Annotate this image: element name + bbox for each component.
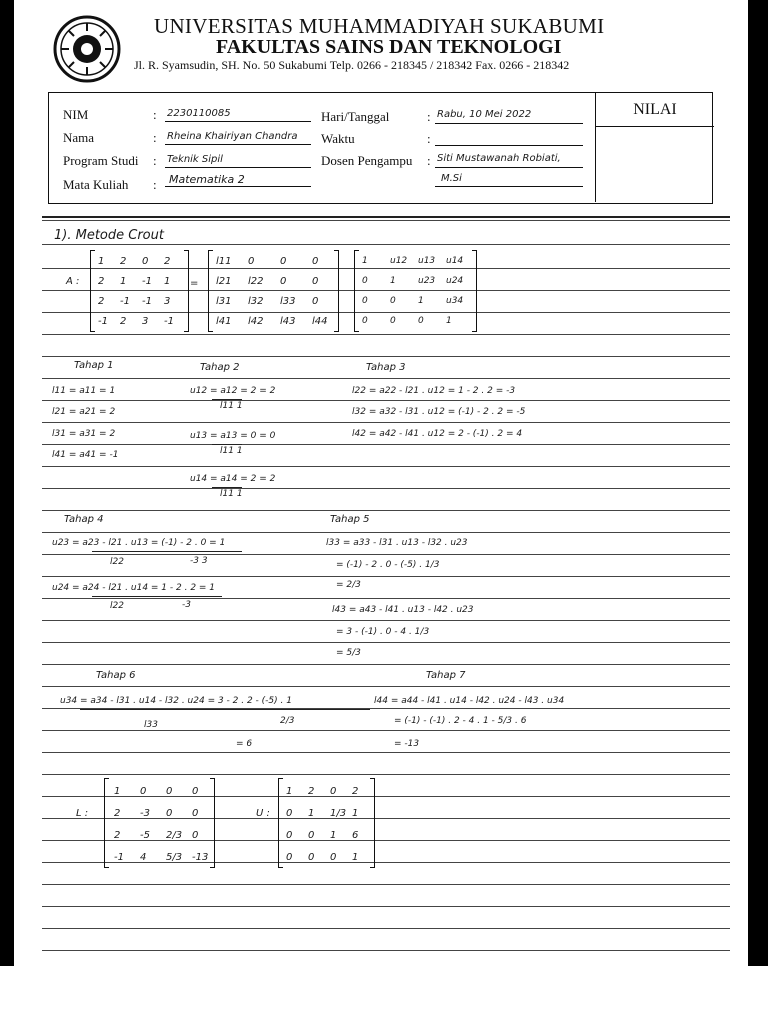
- tahap7-l44-result: = -13: [394, 739, 420, 749]
- tahap2-u12: u12 = a12 = 2 = 2: [190, 386, 276, 396]
- matrix-cell: 1: [286, 786, 293, 797]
- result-u-right-bracket: [370, 778, 375, 868]
- matrix-cell: 1: [98, 256, 105, 267]
- matkul-value: Matematika 2: [169, 173, 245, 186]
- dosen-underline-2: [435, 186, 583, 187]
- matrix-cell: 1: [446, 316, 452, 326]
- matrix-u-right-bracket: [472, 250, 477, 332]
- dosen-value: Siti Mustawanah Robiati,: [437, 153, 561, 164]
- tahap4-u24-den: l22: [110, 601, 124, 611]
- tahap7-l44: l44 = a44 - l41 . u14 - l42 . u24 - l43 . u34: [374, 696, 565, 706]
- matrix-cell: 3: [142, 316, 149, 327]
- tahap6-u34: u34 = a34 - l31 . u14 - l32 . u24 = 3 - 2 . 2 - (-5) . 1: [60, 696, 292, 706]
- nim-underline: [165, 121, 311, 122]
- matrix-cell: 0: [192, 786, 199, 797]
- address: Jl. R. Syamsudin, SH. No. 50 Sukabumi Telp. 0266 - 218345 / 218342 Fax. 0266 - 218342: [134, 58, 570, 72]
- fraction-bar: [92, 596, 222, 597]
- matrix-cell: -1: [120, 296, 130, 307]
- result-l-label: L :: [76, 808, 89, 819]
- matrix-cell: 1: [114, 786, 121, 797]
- fraction-bar: [212, 399, 242, 400]
- matrix-cell: 1: [120, 276, 127, 287]
- matrix-cell: 0: [312, 296, 319, 307]
- tahap5-l43-result: = 5/3: [336, 648, 361, 658]
- matrix-cell: 0: [312, 256, 319, 267]
- tahap1-line-2: l21 = a21 = 2: [52, 407, 116, 417]
- scan-bottom-margin: [0, 966, 768, 1024]
- matrix-cell: 1: [362, 256, 368, 266]
- matrix-cell: 0: [280, 276, 287, 287]
- hari-label: Hari/Tanggal: [321, 109, 390, 124]
- matrix-cell: 0: [308, 830, 315, 841]
- matrix-cell: l32: [248, 296, 264, 307]
- matrix-cell: -1: [114, 852, 124, 863]
- matrix-cell: 2: [114, 808, 121, 819]
- matrix-cell: 0: [330, 786, 337, 797]
- tahap3-line-1: l22 = a22 - l21 . u12 = 1 - 2 . 2 = -3: [352, 386, 516, 396]
- nama-underline: [165, 144, 311, 145]
- matrix-cell: 0: [286, 852, 293, 863]
- tahap4-u23-den: l22: [110, 557, 124, 567]
- result-u-label: U :: [256, 808, 270, 819]
- tahap6-u34-result: = 6: [236, 739, 253, 749]
- tahap1-line-4: l41 = a41 = -1: [52, 450, 119, 460]
- fraction-bar: [212, 444, 242, 445]
- matrix-cell: -3: [140, 808, 150, 819]
- matrix-cell: -13: [192, 852, 209, 863]
- fraction-bar: [92, 551, 242, 552]
- matrix-cell: 4: [140, 852, 147, 863]
- tahap4-u23: u23 = a23 - l21 . u13 = (-1) - 2 . 0 = 1: [52, 538, 226, 548]
- matrix-cell: 2: [98, 296, 105, 307]
- matrix-cell: 0: [312, 276, 319, 287]
- matrix-cell: -1: [164, 316, 174, 327]
- tahap2-u13: u13 = a13 = 0 = 0: [190, 431, 276, 441]
- matrix-cell: 1/3: [330, 808, 347, 819]
- nim-value: 2230110085: [167, 108, 231, 119]
- prodi-label: Program Studi: [63, 153, 139, 168]
- matrix-cell: 0: [142, 256, 149, 267]
- matrix-cell: 3: [164, 296, 171, 307]
- matrix-cell: 2: [352, 786, 359, 797]
- tahap4-u24: u24 = a24 - l21 . u14 = 1 - 2 . 2 = 1: [52, 583, 216, 593]
- matrix-cell: 2/3: [166, 830, 183, 841]
- matrix-cell: -1: [98, 316, 108, 327]
- matrix-cell: 0: [418, 316, 424, 326]
- matrix-cell: -1: [142, 296, 152, 307]
- problem-title: 1). Metode Crout: [54, 228, 164, 243]
- nilai-divider: [596, 126, 714, 127]
- matrix-cell: 1: [330, 830, 337, 841]
- nim-label: NIM: [63, 107, 89, 122]
- matrix-cell: 0: [140, 786, 147, 797]
- tahap5-l33-result: = 2/3: [336, 580, 361, 590]
- tahap5-title: Tahap 5: [330, 514, 370, 525]
- matrix-cell: 6: [352, 830, 359, 841]
- colon: :: [427, 153, 431, 168]
- nilai-label: NILAI: [633, 101, 677, 118]
- tahap2-u14: u14 = a14 = 2 = 2: [190, 474, 276, 484]
- matrix-cell: 0: [390, 316, 396, 326]
- matrix-cell: 0: [286, 830, 293, 841]
- matrix-cell: 0: [166, 786, 173, 797]
- tahap6-u34-den: l33: [144, 720, 158, 730]
- matrix-cell: -1: [142, 276, 152, 287]
- nilai-box: [595, 92, 714, 202]
- dosen-value-2: M.Si: [441, 173, 462, 184]
- matrix-cell: 0: [362, 296, 368, 306]
- matrix-cell: 1: [352, 808, 359, 819]
- matrix-cell: 0: [362, 316, 368, 326]
- colon: :: [153, 177, 157, 192]
- matrix-cell: u13: [418, 256, 436, 266]
- fraction-bar: [80, 709, 370, 710]
- dosen-label: Dosen Pengampu: [321, 153, 413, 168]
- colon: :: [153, 130, 157, 145]
- tahap2-u12-den: l11 1: [220, 401, 243, 411]
- matrix-cell: l43: [280, 316, 296, 327]
- matrix-cell: 0: [166, 808, 173, 819]
- colon: :: [427, 109, 431, 124]
- tahap7-l44-step: = (-1) - (-1) . 2 - 4 . 1 - 5/3 . 6: [394, 716, 527, 726]
- matrix-cell: 5/3: [166, 852, 183, 863]
- matrix-l-left-bracket: [208, 250, 213, 332]
- tahap6-title: Tahap 6: [96, 670, 136, 681]
- result-l-right-bracket: [210, 778, 215, 868]
- matrix-cell: 0: [330, 852, 337, 863]
- matrix-cell: l11: [216, 256, 232, 267]
- prodi-underline: [165, 167, 311, 168]
- tahap2-title: Tahap 2: [200, 362, 240, 373]
- matrix-cell: l44: [312, 316, 328, 327]
- matrix-cell: 0: [192, 830, 199, 841]
- matrix-cell: 0: [286, 808, 293, 819]
- matrix-cell: u23: [418, 276, 436, 286]
- tahap3-line-2: l32 = a32 - l31 . u12 = (-1) - 2 . 2 = -5: [352, 407, 526, 417]
- waktu-underline: [435, 145, 583, 146]
- waktu-label: Waktu: [321, 131, 355, 146]
- matrix-cell: -5: [140, 830, 150, 841]
- tahap5-l43: l43 = a43 - l41 . u13 - l42 . u23: [332, 605, 474, 615]
- tahap4-u24-den-vals: -3: [182, 600, 191, 610]
- matrix-cell: 0: [308, 852, 315, 863]
- result-l-left-bracket: [104, 778, 109, 868]
- matrix-cell: 2: [98, 276, 105, 287]
- matrix-cell: u14: [446, 256, 464, 266]
- matrix-cell: l33: [280, 296, 296, 307]
- result-u-left-bracket: [278, 778, 283, 868]
- matrix-cell: l22: [248, 276, 264, 287]
- prodi-value: Teknik Sipil: [167, 154, 223, 165]
- matrix-cell: 0: [192, 808, 199, 819]
- colon: :: [153, 107, 157, 122]
- nama-label: Nama: [63, 130, 95, 145]
- tahap5-l33: l33 = a33 - l31 . u13 - l32 . u23: [326, 538, 468, 548]
- matrix-cell: 0: [248, 256, 255, 267]
- fraction-bar: [212, 487, 242, 488]
- matrix-cell: 1: [390, 276, 396, 286]
- tahap5-l33-step: = (-1) - 2 . 0 - (-5) . 1/3: [336, 560, 440, 570]
- university-name: UNIVERSITAS MUHAMMADIYAH SUKABUMI: [154, 14, 605, 38]
- answer-sheet: [14, 0, 748, 966]
- matrix-cell: 1: [164, 276, 171, 287]
- equals-sign: =: [190, 278, 199, 289]
- tahap4-title: Tahap 4: [64, 514, 104, 525]
- matrix-cell: l31: [216, 296, 232, 307]
- matkul-underline: [165, 186, 311, 187]
- matrix-cell: l41: [216, 316, 232, 327]
- matrix-cell: u24: [446, 276, 464, 286]
- colon: :: [153, 153, 157, 168]
- tahap6-u34-den-val: 2/3: [280, 716, 295, 726]
- hari-value: Rabu, 10 Mei 2022: [437, 109, 532, 120]
- matrix-cell: 2: [114, 830, 121, 841]
- tahap2-u14-den: l11 1: [220, 489, 243, 499]
- student-info-box: [48, 92, 713, 204]
- matrix-l-right-bracket: [334, 250, 339, 332]
- tahap1-line-1: l11 = a11 = 1: [52, 386, 116, 396]
- matrix-u-left-bracket: [354, 250, 359, 332]
- tahap5-l43-step: = 3 - (-1) . 0 - 4 . 1/3: [336, 627, 430, 637]
- university-seal-icon: [52, 14, 122, 84]
- tahap4-u23-den-vals: -3 3: [190, 556, 208, 566]
- matrix-cell: l21: [216, 276, 232, 287]
- tahap2-u13-den: l11 1: [220, 446, 243, 456]
- tahap7-title: Tahap 7: [426, 670, 466, 681]
- matrix-a-right-bracket: [184, 250, 189, 332]
- matrix-cell: 1: [308, 808, 315, 819]
- matrix-cell: 0: [390, 296, 396, 306]
- matrix-cell: 2: [120, 256, 127, 267]
- matrix-cell: 2: [120, 316, 127, 327]
- matrix-cell: 2: [164, 256, 171, 267]
- matrix-cell: 0: [362, 276, 368, 286]
- tahap3-title: Tahap 3: [366, 362, 406, 373]
- faculty-name: FAKULTAS SAINS DAN TEKNOLOGI: [216, 36, 562, 58]
- matrix-cell: 2: [308, 786, 315, 797]
- nama-value: Rheina Khairiyan Chandra: [167, 131, 298, 142]
- matkul-label: Mata Kuliah: [63, 177, 129, 192]
- colon: :: [427, 131, 431, 146]
- matrix-cell: u34: [446, 296, 464, 306]
- tahap1-title: Tahap 1: [74, 360, 114, 371]
- hari-underline: [435, 123, 583, 124]
- tahap1-line-3: l31 = a31 = 2: [52, 429, 116, 439]
- matrix-cell: 1: [418, 296, 424, 306]
- matrix-cell: 0: [280, 256, 287, 267]
- matrix-a-left-bracket: [90, 250, 95, 332]
- dosen-underline: [435, 167, 583, 168]
- matrix-cell: 1: [352, 852, 359, 863]
- matrix-cell: u12: [390, 256, 408, 266]
- matrix-a-label: A :: [66, 276, 80, 287]
- matrix-cell: l42: [248, 316, 264, 327]
- tahap3-line-3: l42 = a42 - l41 . u12 = 2 - (-1) . 2 = 4: [352, 429, 523, 439]
